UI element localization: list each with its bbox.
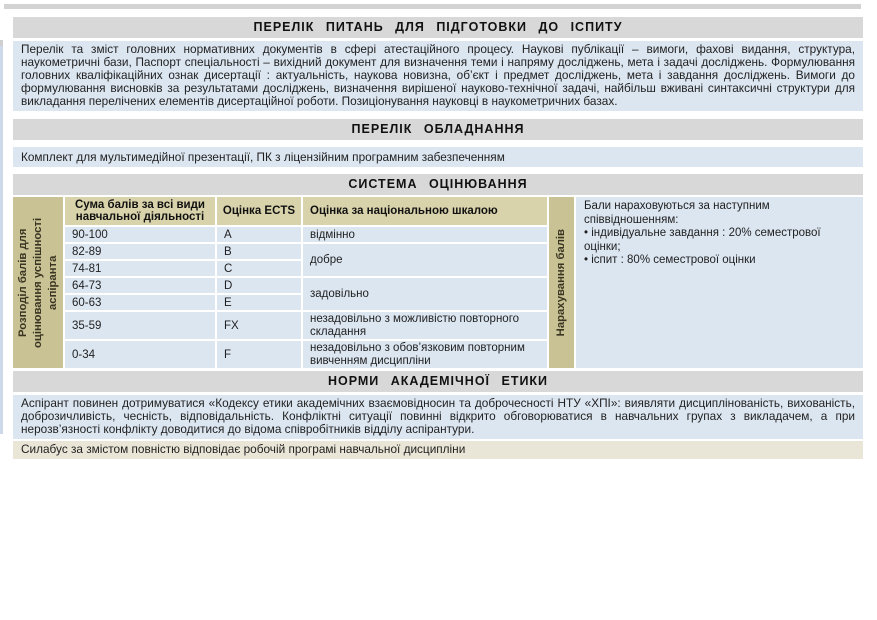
section-header-grading: СИСТЕМА ОЦІНЮВАННЯ — [13, 174, 863, 195]
ects-grade-cell: C — [217, 261, 301, 276]
section-header-exam-questions: ПЕРЕЛІК ПИТАНЬ ДЛЯ ПІДГОТОВКИ ДО ІСПИТУ — [13, 17, 863, 38]
cutoff-top-strip — [4, 4, 861, 9]
grade-row — [65, 244, 547, 259]
ects-grade-cell: D — [217, 278, 301, 293]
national-grade-cell: незадовільно з обов’язковим повторним вивченням дисципліни — [303, 341, 547, 368]
section-header-equipment: ПЕРЕЛІК ОБЛАДНАННЯ — [13, 119, 863, 140]
grade-row — [65, 227, 547, 242]
section-header-ethics: НОРМИ АКАДЕМІЧНОЇ ЕТИКИ — [13, 371, 863, 392]
header-national-cell: Оцінка за національною шкалою — [303, 197, 547, 225]
exam-questions-text: Перелік та зміст головних нормативних документів в сфері атестаційного процесу. Наукові публікації – вимоги, фахові видання, структура, наукометричні бази, Паспорт спеціальності – вихідний документ для визначення теми і напряму досліджень, мета і задачі досліджень. Формулювання головних кваліфікаційних ознак дисертації : актуальність, наукова новизна, об’єкт і предмет досліджень, мета і завдання досліджень. Вимоги до формулювання висновків за результатами досліджень, визначення вирішеної науково-технічної задачі, найбільш вживані синтаксичні структури для викладання перелічених елементів дисертаційної роботи. Позиціонування науковці в наукометричних базах. — [13, 41, 863, 111]
syllabus-compliance-note: Силабус за змістом повністю відповідає робочій програмі навчальної дисципліни — [13, 441, 863, 459]
grading-table-block — [13, 197, 863, 368]
score-range-cell: 74-81 — [65, 261, 215, 276]
score-range-cell: 82-89 — [65, 244, 215, 259]
header-ects-cell: Оцінка ECTS — [217, 197, 301, 225]
ethics-text: Аспірант повинен дотримуватися «Кодексу етики академічних взаємовідносин та доброчесності НТУ «ХПІ»: виявляти дисциплінованість, вихованість, доброзичливість, чесність, відповідальність. Конфліктні ситуації повинні відкрито обговорюватися в навчальних групах з викладачем, а при нерозв’язності конфлікту доводитися до відома співробітників відділу аспірантури. — [13, 395, 863, 439]
grading-left-vertical-cell — [13, 197, 63, 368]
syllabus-page — [13, 17, 863, 459]
grading-left-vertical-label: Розподіл балів для оцінювання успішності аспіранта — [16, 217, 59, 348]
scoring-note-item: • індивідуальне завдання : 20% семестрової оцінки; — [584, 227, 821, 253]
left-edge-sliver-blue — [0, 46, 3, 434]
national-grade-cell: незадовільно з можливістю повторного складання — [303, 312, 547, 339]
score-range-cell: 60-63 — [65, 295, 215, 310]
ects-grade-cell: F — [217, 341, 301, 368]
grade-row — [65, 341, 547, 368]
scoring-note-item: • іспит : 80% семестрової оцінки — [584, 254, 756, 267]
scoring-right-vertical-cell — [549, 197, 574, 368]
scoring-right-vertical-label: Нарахування балів — [555, 229, 567, 337]
ects-grade-cell: FX — [217, 312, 301, 339]
national-grade-cell: задовільно — [303, 278, 547, 310]
grading-table — [63, 195, 549, 370]
ects-grade-cell: B — [217, 244, 301, 259]
equipment-text: Комплект для мультимедійної презентації, ПК з ліцензійним програмним забезпеченням — [13, 147, 863, 168]
ects-grade-cell: E — [217, 295, 301, 310]
score-range-cell: 0-34 — [65, 341, 215, 368]
ects-grade-cell: A — [217, 227, 301, 242]
scoring-ratio-note — [576, 197, 863, 368]
national-grade-cell: відмінно — [303, 227, 547, 242]
score-range-cell: 64-73 — [65, 278, 215, 293]
grading-header-row — [65, 197, 547, 225]
score-range-cell: 35-59 — [65, 312, 215, 339]
scoring-note-intro: Бали нараховуються за наступним співвідношенням: — [584, 200, 770, 226]
score-range-cell: 90-100 — [65, 227, 215, 242]
header-sum-cell: Сума балів за всі види навчальної діяльності — [65, 197, 215, 225]
grade-row — [65, 278, 547, 293]
national-grade-cell: добре — [303, 244, 547, 276]
grade-row — [65, 312, 547, 339]
